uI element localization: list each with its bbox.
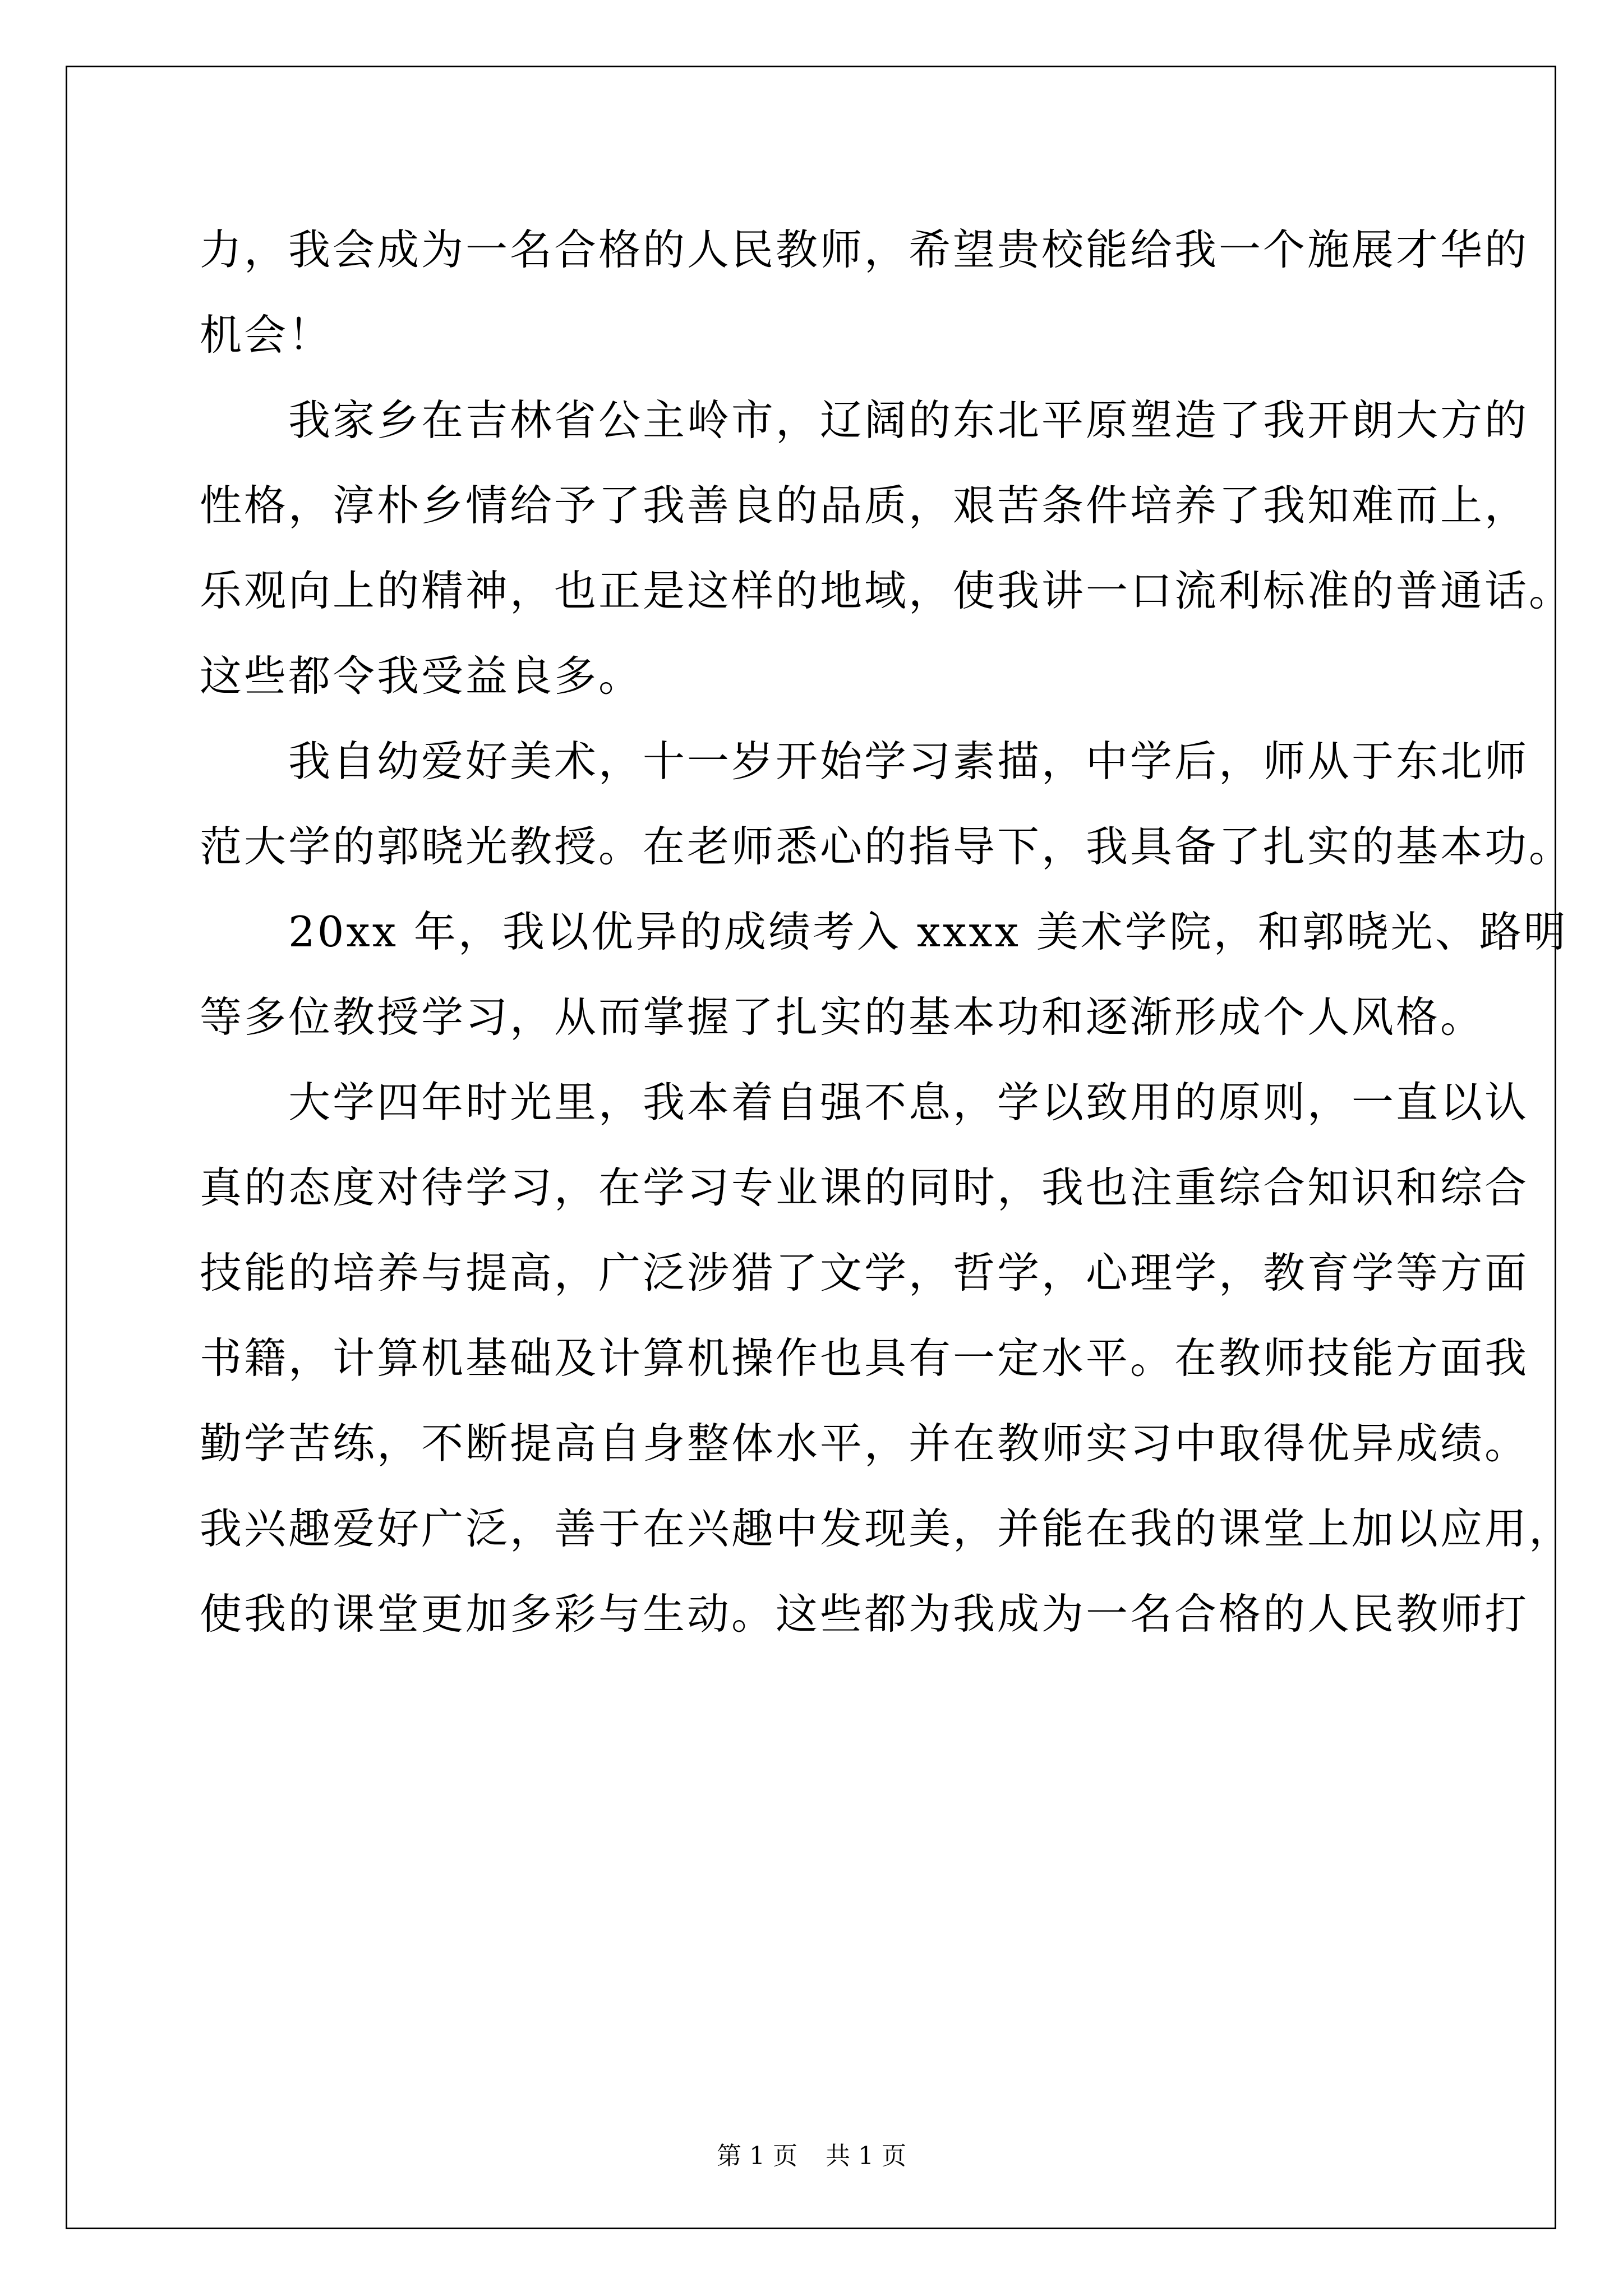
body-text-line: 机会！ xyxy=(200,310,333,360)
body-text-line: 性格，淳朴乡情给予了我善良的品质，艰苦条件培养了我知难而上， xyxy=(200,481,1529,530)
body-text-line: 等多位教授学习，从而掌握了扎实的基本功和逐渐形成个人风格。 xyxy=(200,992,1485,1042)
body-text-line: 这些都令我受益良多。 xyxy=(200,651,643,701)
body-text-line: 力，我会成为一名合格的人民教师，希望贵校能给我一个施展才华的 xyxy=(200,225,1529,274)
body-text-line: 20xx 年，我以优异的成绩考入 xxxx 美术学院，和郭晓光、路明 xyxy=(200,907,1568,956)
body-text-line: 使我的课堂更加多彩与生动。这些都为我成为一名合格的人民教师打 xyxy=(200,1589,1529,1639)
body-text-line: 真的态度对待学习，在学习专业课的同时，我也注重综合知识和综合 xyxy=(200,1163,1529,1212)
body-text-line: 范大学的郭晓光教授。在老师悉心的指导下，我具备了扎实的基本功。 xyxy=(200,822,1574,871)
body-text-line: 勤学苦练，不断提高自身整体水平，并在教师实习中取得优异成绩。 xyxy=(200,1419,1529,1468)
body-text-line: 乐观向上的精神，也正是这样的地域，使我讲一口流利标准的普通话。 xyxy=(200,566,1574,615)
body-text-line: 大学四年时光里，我本着自强不息，学以致用的原则，一直以认 xyxy=(200,1078,1529,1127)
page-footer xyxy=(0,2144,1623,2169)
body-text-line: 技能的培养与提高，广泛涉猎了文学，哲学，心理学，教育学等方面 xyxy=(200,1248,1529,1297)
body-text-line: 我兴趣爱好广泛，善于在兴趣中发现美，并能在我的课堂上加以应用， xyxy=(200,1504,1574,1553)
page-border xyxy=(66,66,1556,2229)
page-number-total: 共 1 页 xyxy=(826,2142,906,2170)
body-text-line: 我自幼爱好美术，十一岁开始学习素描，中学后，师从于东北师 xyxy=(200,737,1529,786)
body-text-line: 书籍，计算机基础及计算机操作也具有一定水平。在教师技能方面我 xyxy=(200,1333,1529,1383)
page-number-current: 第 1 页 xyxy=(717,2142,797,2170)
body-text-line: 我家乡在吉林省公主岭市，辽阔的东北平原塑造了我开朗大方的 xyxy=(200,395,1529,445)
